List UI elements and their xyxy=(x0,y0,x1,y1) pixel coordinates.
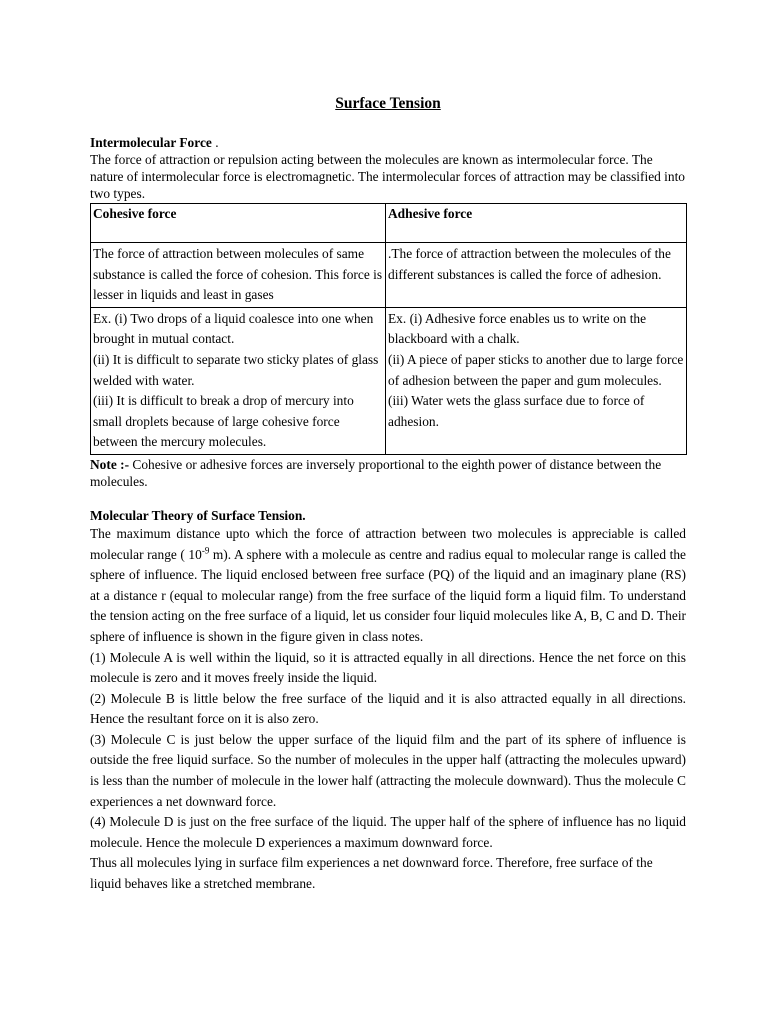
adhesive-example: (ii) A piece of paper sticks to another due to large force of adhesion between the paper and gum molecules. xyxy=(388,351,684,388)
table-row xyxy=(91,243,687,308)
cohesive-example: Ex. (i) Two drops of a liquid coalesce into one when brought in mutual contact. xyxy=(93,310,374,347)
page-title: Surface Tension xyxy=(335,95,441,112)
theory-text-a: The maximum distance upto which the force of attraction between two molecules is appreciable is called molecular range ( 10 xyxy=(90,525,686,562)
note-text: Cohesive or adhesive forces are inversely proportional to the eighth power of distance between the molecules. xyxy=(90,456,662,489)
table-row xyxy=(91,307,687,454)
point-4: (4) Molecule D is just on the free surface of the liquid. The upper half of the sphere of influence has no liquid molecule. Hence the molecule D experiences a maximum downward force. xyxy=(90,814,686,850)
intro-paragraph: The force of attraction or repulsion acting between the molecules are known as intermolecular force. The nature of intermolecular force is electromagnetic. The intermolecular forces of attraction may be classified into two types. xyxy=(90,152,686,201)
cohesive-example: (ii) It is difficult to separate two sticky plates of glass welded with water. xyxy=(93,351,379,388)
adhesive-definition: .The force of attraction between the molecules of the different substances is called the force of adhesion. xyxy=(386,243,687,308)
cohesive-examples xyxy=(91,307,386,454)
adhesive-example: Ex. (i) Adhesive force enables us to write on the blackboard with a chalk. xyxy=(388,310,647,347)
header-cohesive: Cohesive force xyxy=(91,204,386,243)
point-3: (3) Molecule C is just below the upper surface of the liquid film and the part of its sphere of influence is outside the free liquid surface. So the number of molecules in the upper half (attracting the molecules upward) is less than the number of molecule in the lower half (attracting the molecule downward). Thus the molecule C experiences a net downward force. xyxy=(90,731,686,809)
theory-paragraph xyxy=(90,524,686,648)
conclusion-paragraph: Thus all molecules lying in surface film experiences a net downward force. Therefore, free surface of the liquid behaves like a stretched membrane. xyxy=(90,855,653,892)
adhesive-examples xyxy=(386,307,687,454)
point-2: (2) Molecule B is little below the free surface of the liquid and it is also attracted equally in all directions. Hence the resultant force on it is also zero. xyxy=(90,690,686,727)
section-heading-intermolecular xyxy=(90,134,686,151)
section-heading-suffix: . xyxy=(211,135,219,150)
cohesive-example: (iii) It is difficult to break a drop of mercury into small droplets because of large cohesive force between the mercury molecules. xyxy=(93,393,354,450)
section-heading-text: Intermolecular Force xyxy=(90,135,212,150)
cohesive-definition: The force of attraction between molecules of same substance is called the force of cohesion. This force is lesser in liquids and least in gases xyxy=(91,243,386,308)
document-content xyxy=(90,94,686,895)
point-1: (1) Molecule A is well within the liquid, so it is attracted equally in all directions. Hence the net force on this molecule is zero and it moves freely inside the liquid. xyxy=(90,649,686,686)
adhesive-example: (iii) Water wets the glass surface due to force of adhesion. xyxy=(388,393,645,429)
section-heading-molecular-theory: Molecular Theory of Surface Tension. xyxy=(90,507,306,523)
note-paragraph xyxy=(90,456,686,490)
header-adhesive: Adhesive force xyxy=(386,204,687,243)
force-comparison-table xyxy=(90,203,687,455)
table-header-row xyxy=(91,204,687,243)
theory-text-b: m). A sphere with a molecule as centre and radius equal to molecular range is called the sphere of influence. The liquid enclosed between free surface (PQ) of the liquid and an imaginary plane (RS) at a distance r (equal to molecular range) from the free surface of the liquid form a liquid film. To understand the tension acting on the free surface of a liquid, let us consider four liquid molecules like A, B, C and D. Their sphere of influence is shown in the figure given in class notes. xyxy=(90,546,686,644)
note-label: Note :- xyxy=(90,456,130,472)
exponent: -9 xyxy=(201,545,210,556)
